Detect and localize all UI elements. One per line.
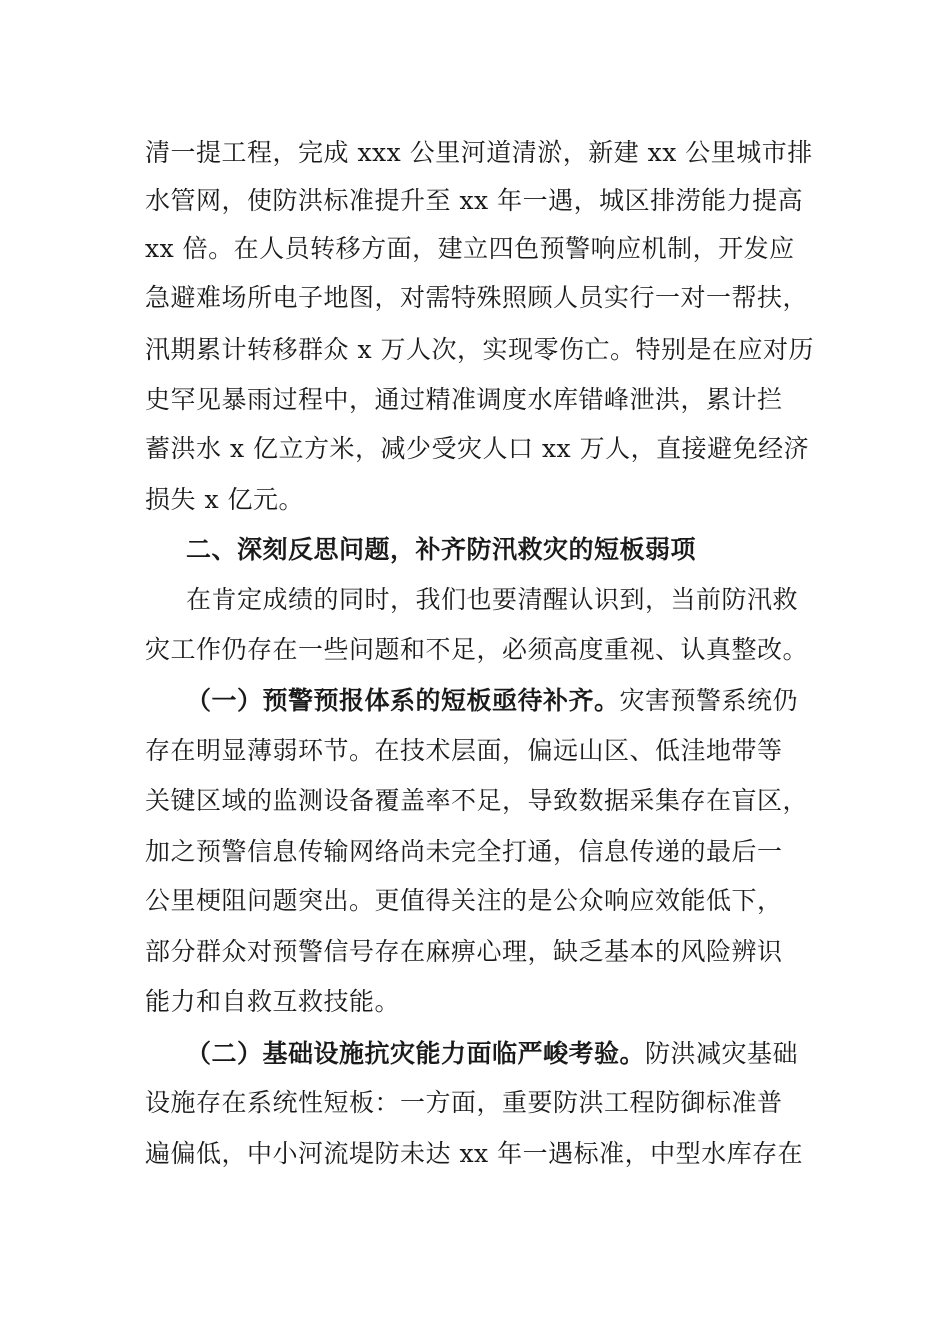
subsection-text: 灾害预警系统仍	[619, 686, 799, 715]
paragraph-line: 史罕见暴雨过程中，通过精准调度水库错峰泄洪，累计拦	[145, 385, 783, 414]
paragraph-line: 蓄洪水 x 亿立方米，减少受灾人口 xx 万人，直接避免经济	[145, 434, 810, 463]
section-heading: 二、深刻反思问题，补齐防汛救灾的短板弱项	[186, 535, 697, 564]
paragraph-line: 存在明显薄弱环节。在技术层面，偏远山区、低洼地带等	[145, 736, 783, 765]
paragraph-line: 灾工作仍存在一些问题和不足，必须高度重视、认真整改。	[145, 635, 809, 664]
paragraph-line: 部分群众对预警信号存在麻痹心理，缺乏基本的风险辨识	[145, 937, 783, 966]
paragraph-line: 加之预警信息传输网络尚未完全打通，信息传递的最后一	[145, 837, 783, 866]
paragraph-line: 在肯定成绩的同时，我们也要清醒认识到，当前防汛救	[186, 585, 799, 614]
paragraph-line: 损失 x 亿元。	[145, 485, 304, 514]
paragraph-line: 遍偏低，中小河流堤防未达 xx 年一遇标准，中型水库存在	[145, 1139, 804, 1168]
subsection-title: （一）预警预报体系的短板亟待补齐。	[186, 686, 620, 715]
paragraph-line: 水管网，使防洪标准提升至 xx 年一遇，城区排涝能力提高	[145, 186, 804, 215]
paragraph-line: 急避难场所电子地图，对需特殊照顾人员实行一对一帮扶，	[145, 283, 809, 312]
paragraph-line: 汛期累计转移群众 x 万人次，实现零伤亡。特别是在应对历	[145, 335, 814, 364]
subsection-line	[186, 681, 798, 721]
paragraph-line: 设施存在系统性短板：一方面，重要防洪工程防御标准普	[145, 1088, 783, 1117]
paragraph-line: 公里梗阻问题突出。更值得关注的是公众响应效能低下，	[145, 886, 783, 915]
paragraph-line: 能力和自救互救技能。	[145, 987, 401, 1016]
paragraph-line: 清一提工程，完成 xxx 公里河道清淤，新建 xx 公里城市排	[145, 138, 813, 167]
subsection-line	[186, 1034, 798, 1074]
subsection-title: （二）基础设施抗灾能力面临严峻考验。	[186, 1039, 646, 1068]
paragraph-line: xx 倍。在人员转移方面，建立四色预警响应机制，开发应	[145, 234, 795, 263]
paragraph-line: 关键区域的监测设备覆盖率不足，导致数据采集存在盲区，	[145, 786, 809, 815]
subsection-text: 防洪减灾基础	[645, 1039, 799, 1068]
